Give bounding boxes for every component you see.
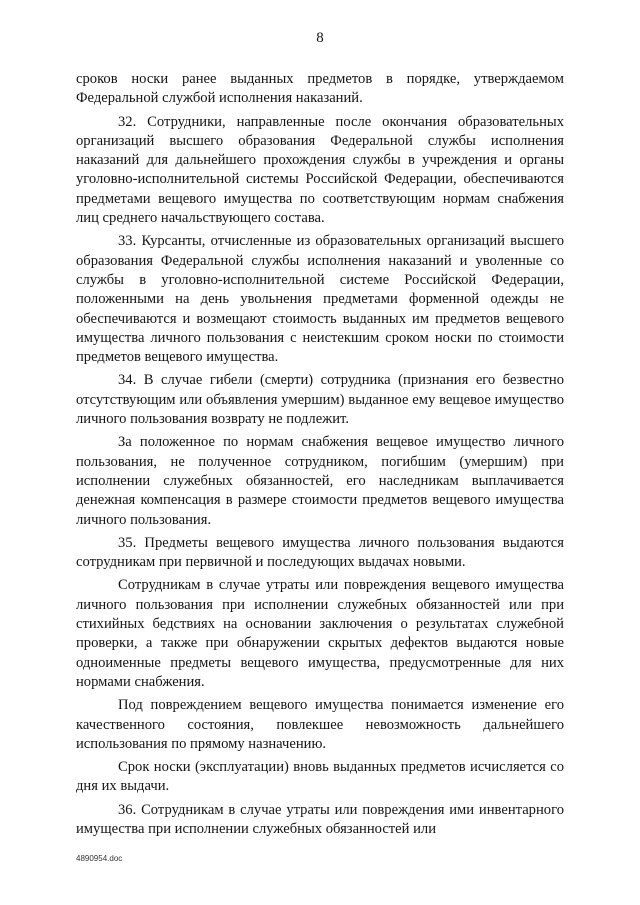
paragraph-35: 35. Предметы вещевого имущества личного пользования выдаются сотрудникам при первичной и последующих выдачах новыми. bbox=[76, 534, 564, 571]
paragraph-35-damage-definition: Под повреждением вещевого имущества понимается изменение его качественного состояния, повлекшее невозможность дальнейшего использования по прямому назначению. bbox=[76, 697, 564, 752]
paragraph-33: 33. Курсанты, отчисленные из образовательных организаций высшего образования Федеральной службы исполнения наказаний и уволенные со службы в уголовно-исполнительной системе Российской Федерации, положенными на день увольнения предметами форменной одежды не обеспечиваются и возмещают стоимость выданных им предметов вещевого имущества личного пользования с неистекшим сроком носки по стоимости предметов вещевого имущества. bbox=[76, 233, 564, 366]
paragraph-35-wear-period: Срок носки (эксплуатации) вновь выданных предметов исчисляется со дня их выдачи. bbox=[76, 759, 564, 795]
paragraph-32: 32. Сотрудники, направленные после окончания образовательных организаций высшего образования Федеральной службы исполнения наказаний для дальнейшего прохождения службы в учреждения и органы уголовно-исполнительной системы Российской Федерации, обеспечиваются предметами вещевого имущества по соответствующим нормам снабжения лиц среднего начальствующего состава. bbox=[76, 113, 564, 227]
page-number: 8 bbox=[316, 30, 324, 46]
paragraph-36: 36. Сотрудникам в случае утраты или повреждения ими инвентарного имущества при исполнении служебных обязанностей или bbox=[76, 801, 564, 837]
paragraph-35-loss-damage: Сотрудникам в случае утраты или повреждения вещевого имущества личного пользования при исполнении служебных обязанностей или при стихийных бедствиях на основании заключения о результатах служебной проверки, а также при обнаружении скрытых дефектов выдаются новые одноименные предметы вещевого имущества, предусмотренные для них нормами снабжения. bbox=[76, 577, 564, 690]
paragraph-34: 34. В случае гибели (смерти) сотрудника (признания его безвестно отсутствующим или объявления умершим) выданное ему вещевое имущество личного пользования возврату не подлежит. bbox=[76, 372, 564, 428]
paragraph-continuation: сроков носки ранее выданных предметов в порядке, утверждаемом Федеральной службой исполнения наказаний. bbox=[76, 71, 564, 107]
document-body bbox=[76, 70, 564, 843]
paragraph-34-compensation: За положенное по нормам снабжения вещевое имущество личного пользования, не полученное сотрудником, погибшим (умершим) при исполнении служебных обязанностей, его наследникам выплачивается денежная компенсация в размере стоимости предметов вещевого имущества личного пользования. bbox=[76, 434, 564, 528]
document-file-name: 4890954.doc bbox=[76, 854, 123, 863]
